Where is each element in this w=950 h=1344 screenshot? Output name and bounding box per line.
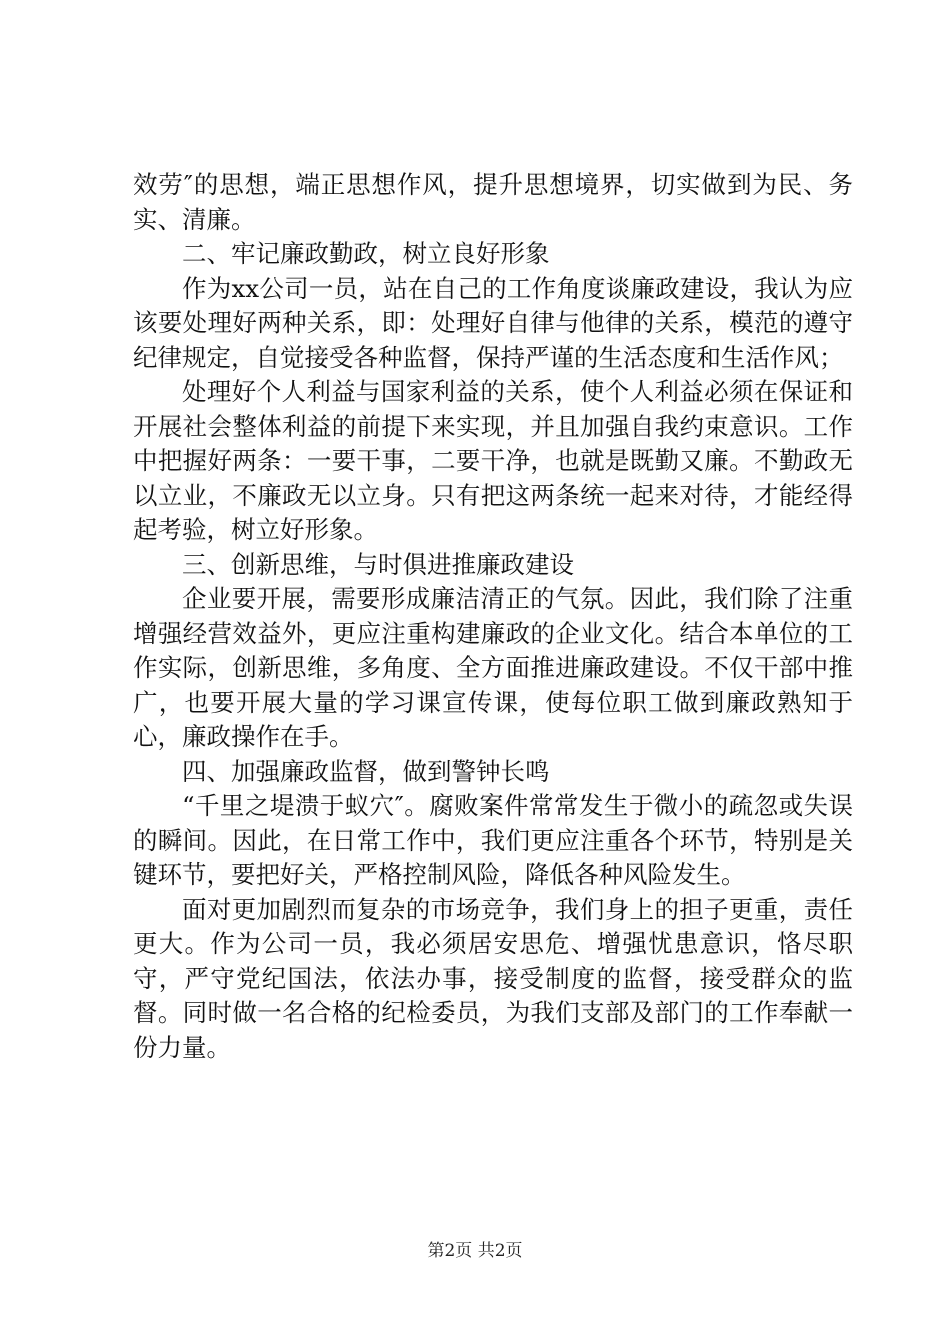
section-heading-3: 三、创新思维，与时俱进推廉政建设: [182, 549, 574, 579]
section-heading-4: 四、加强廉政监督，做到警钟长鸣: [182, 756, 550, 786]
paragraph-8: “千里之堤溃于蚁穴″。腐败案件常常发生于微小的疏忽或失误的瞬间。因此，在日常工作中，我们更应注重各个环节，特别是关键环节，要把好关，严格控制风险，降低各种风险发生。: [133, 791, 853, 889]
document-body: [133, 168, 853, 1065]
paragraph-4: 处理好个人利益与国家利益的关系，使个人利益必须在保证和开展社会整体利益的前提下来实现，并且加强自我约束意识。工作中把握好两条：一要干事，二要干净，也就是既勤又廉。不勤政无以立业，不廉政无以立身。只有把这两条统一起来对待，才能经得起考验，树立好形象。: [133, 377, 853, 544]
paragraph-3: 作为xx公司一员，站在自己的工作角度谈廉政建设，我认为应该要处理好两种关系，即：处理好自律与他律的关系，模范的遵守纪律规定，自觉接受各种监督，保持严谨的生活态度和生活作风；: [133, 273, 853, 372]
paragraph-1: 效劳″的思想，端正思想作风，提升思想境界，切实做到为民、务实、清廉。: [133, 170, 853, 234]
paragraph-9: 面对更加剧烈而复杂的市场竞争，我们身上的担子更重，责任更大。作为公司一员，我必须居安思危、增强忧患意识，恪尽职守，严守党纪国法，依法办事，接受制度的监督，接受群众的监督。同时做一名合格的纪检委员，为我们支部及部门的工作奉献一份力量。: [133, 894, 853, 1062]
section-heading-2: 二、牢记廉政勤政，树立良好形象: [182, 239, 550, 268]
page-footer: 第2页 共2页: [427, 1241, 523, 1261]
paragraph-6: 企业要开展，需要形成廉洁清正的气氛。因此，我们除了注重增强经营效益外，更应注重构建廉政的企业文化。结合本单位的工作实际，创新思维，多角度、全方面推进廉政建设。不仅干部中推广，也要开展大量的学习课宣传课，使每位职工做到廉政熟知于心，廉政操作在手。: [133, 584, 853, 751]
